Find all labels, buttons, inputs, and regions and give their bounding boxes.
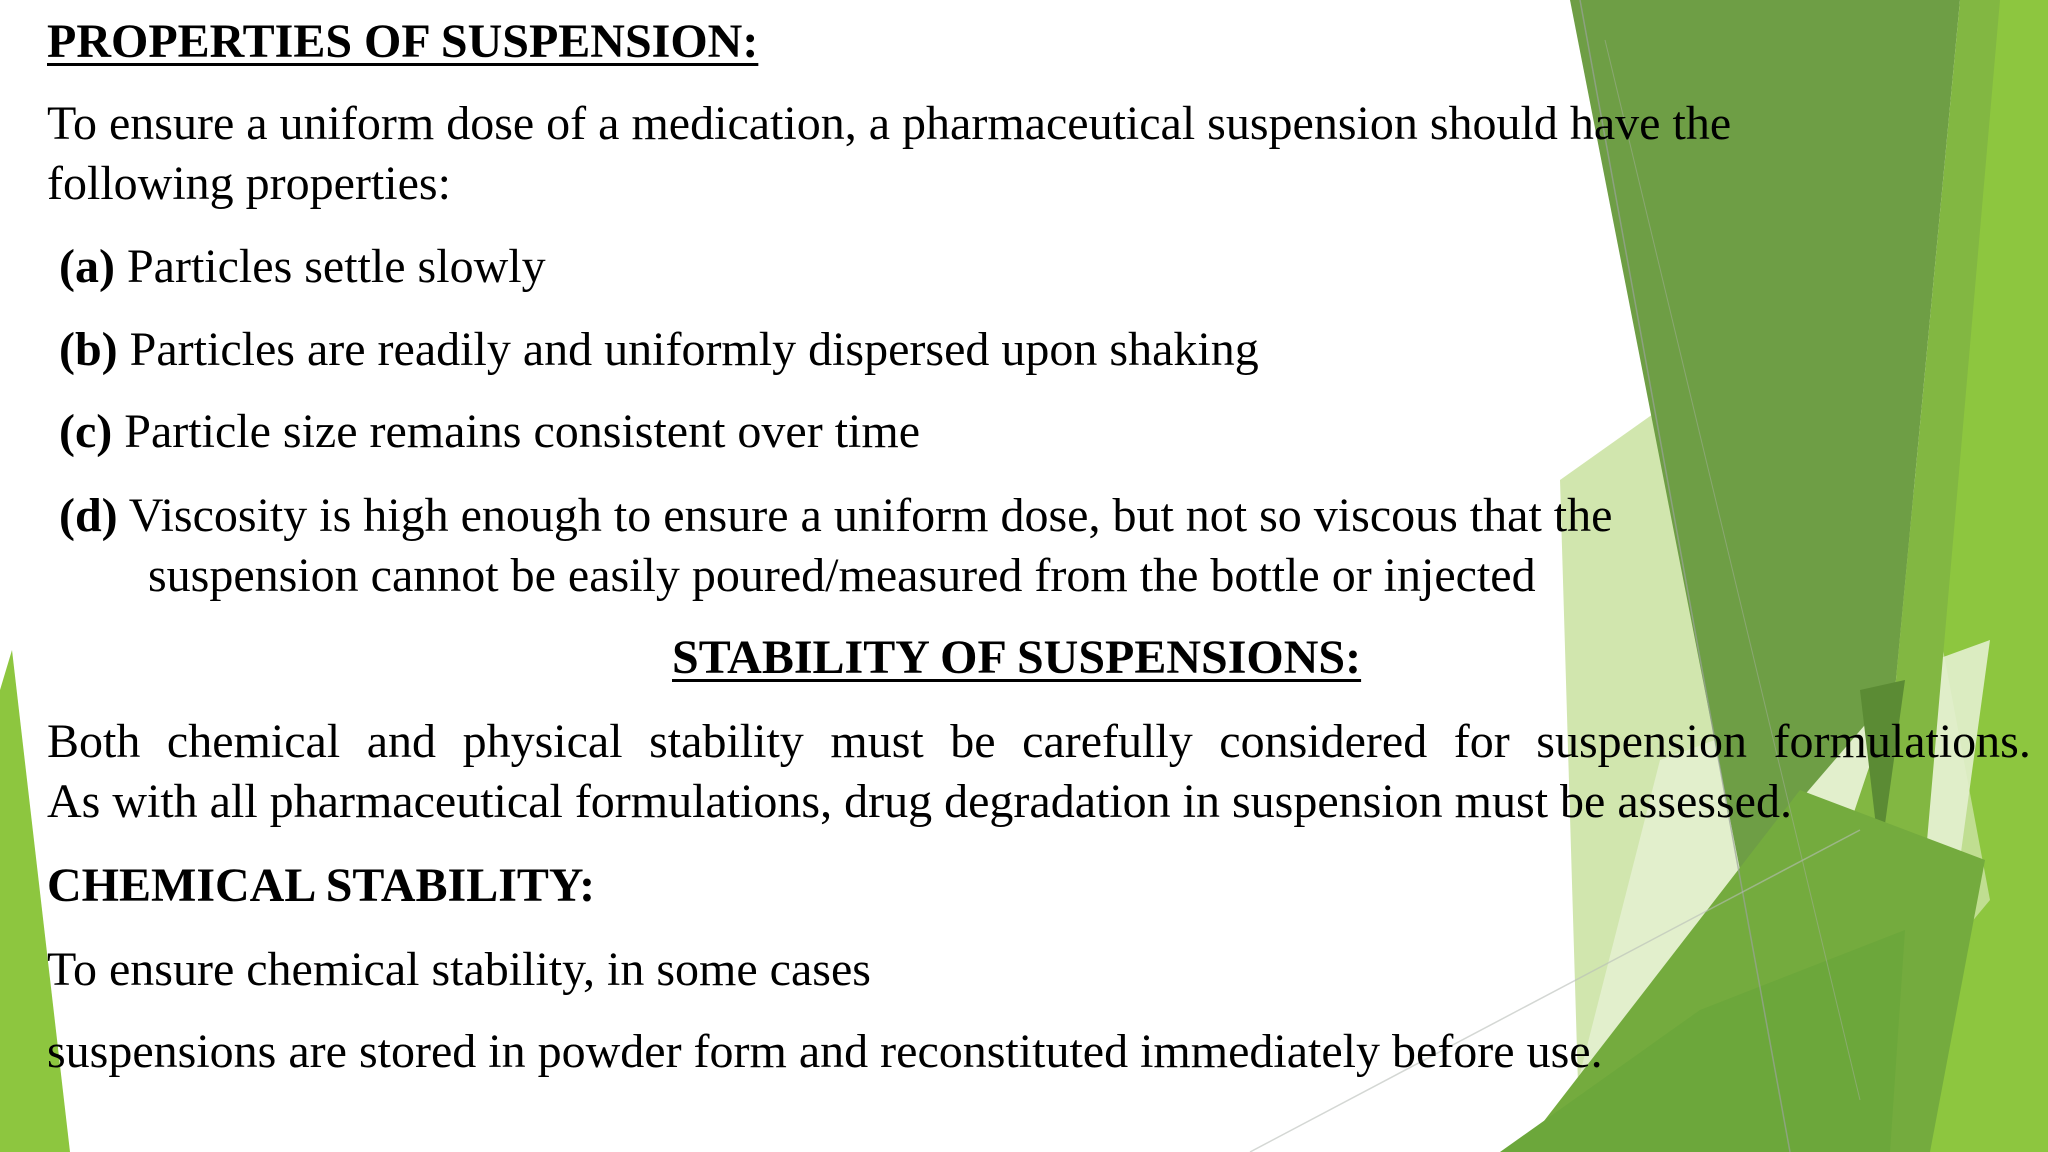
stability-line-1: [47, 712, 2031, 772]
list-item-text: Viscosity is high enough to ensure a uniform dose, but not so viscous that the: [117, 489, 1613, 542]
list-item-text: Particles settle slowly: [114, 240, 546, 293]
list-item-d-continuation: suspension cannot be easily poured/measured from the bottle or injected: [148, 549, 1536, 602]
chemical-line-1: To ensure chemical stability, in some cases: [47, 943, 871, 996]
list-item-c: [59, 402, 920, 462]
word: for: [1453, 715, 1510, 768]
list-item-marker: (d): [59, 489, 118, 542]
list-item-d: [59, 486, 1612, 546]
word: chemical: [166, 715, 341, 768]
list-item-a: [59, 237, 546, 297]
word: considered: [1219, 715, 1428, 768]
stability-heading: STABILITY OF SUSPENSIONS:: [672, 631, 1362, 684]
word: stability: [649, 715, 804, 768]
intro-line-1: To ensure a uniform dose of a medication, a pharmaceutical suspension should have the: [47, 97, 1732, 150]
word: and: [366, 715, 437, 768]
list-item-text: Particle size remains consistent over time: [112, 405, 921, 458]
chemical-stability-heading: CHEMICAL STABILITY:: [47, 859, 596, 912]
word: must: [830, 715, 924, 768]
list-item-text: Particles are readily and uniformly dispersed upon shaking: [117, 323, 1259, 376]
word: carefully: [1022, 715, 1193, 768]
list-item-marker: (b): [59, 323, 118, 376]
properties-heading: PROPERTIES OF SUSPENSION:: [47, 15, 759, 68]
word: be: [950, 715, 996, 768]
word: physical: [462, 715, 623, 768]
word: formulations.: [1773, 715, 2031, 768]
list-item-b: [59, 320, 1259, 380]
list-item-marker: (c): [59, 405, 113, 458]
word: Both: [47, 715, 141, 768]
intro-line-2: following properties:: [47, 157, 451, 210]
word: suspension: [1536, 715, 1747, 768]
chemical-line-2: suspensions are stored in powder form and reconstituted immediately before use.: [47, 1025, 1603, 1078]
stability-line-2: As with all pharmaceutical formulations, drug degradation in suspension must be assessed.: [47, 775, 1792, 828]
list-item-marker: (a): [59, 240, 115, 293]
